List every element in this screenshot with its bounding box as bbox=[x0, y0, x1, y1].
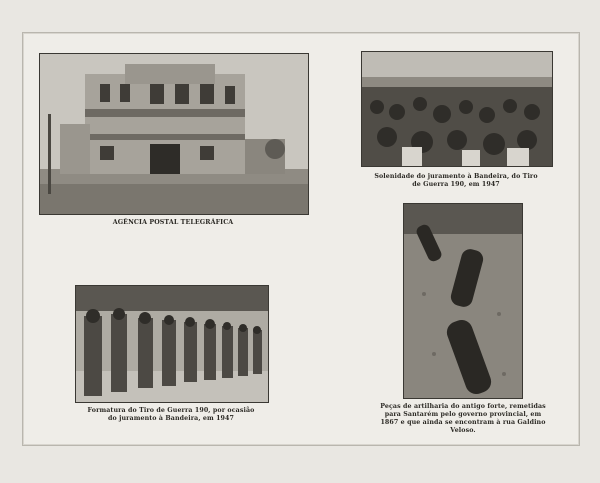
photo-agencia-postal bbox=[39, 53, 309, 215]
photo-artilharia bbox=[403, 203, 523, 399]
photo-formatura bbox=[75, 285, 269, 403]
crowd-photo-image bbox=[362, 52, 552, 166]
caption-line: AGÊNCIA POSTAL TELEGRÁFICA bbox=[112, 219, 234, 226]
caption-line: do juramento à Bandeira, em 1947 bbox=[107, 415, 235, 422]
caption-line: Solenidade do juramento à Bandeira, do Tiro bbox=[374, 173, 538, 180]
caption-line: Formatura do Tiro de Guerra 190, por ocasião bbox=[87, 407, 255, 414]
caption-solenidade bbox=[361, 173, 551, 189]
caption-agencia-postal bbox=[39, 219, 307, 227]
caption-artilharia bbox=[375, 403, 551, 435]
caption-line: Veloso. bbox=[450, 427, 476, 434]
album-page bbox=[22, 32, 580, 446]
troops-photo-image bbox=[76, 286, 268, 402]
caption-line: Peças de artilharia do antigo forte, remetidas bbox=[380, 403, 546, 410]
caption-line: 1867 e que ainda se encontram à rua Galdino bbox=[380, 419, 546, 426]
caption-formatura bbox=[67, 407, 275, 423]
photo-solenidade bbox=[361, 51, 553, 167]
caption-line: para Santarém pelo governo provincial, em bbox=[384, 411, 542, 418]
building-photo-image bbox=[40, 54, 308, 214]
caption-line: de Guerra 190, em 1947 bbox=[412, 181, 500, 188]
cannons-photo-image bbox=[404, 204, 522, 398]
